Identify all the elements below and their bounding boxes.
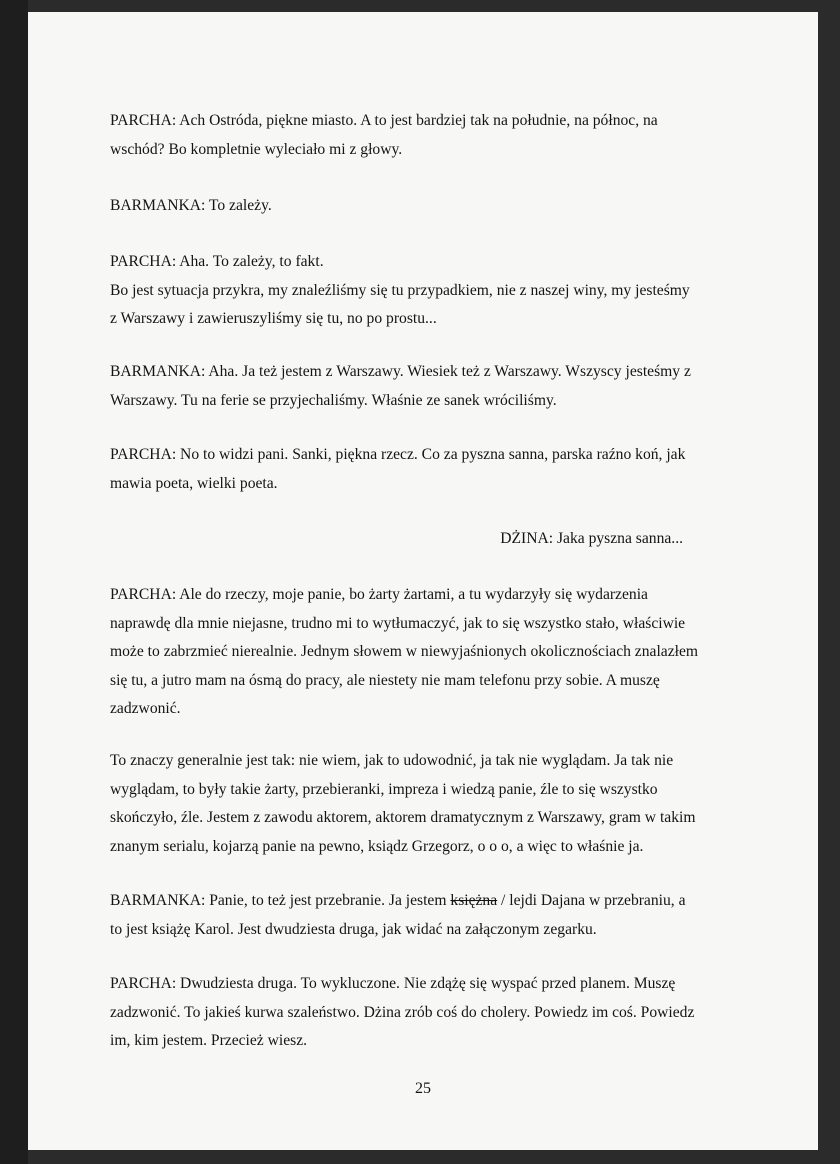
text-line: PARCHA: No to widzi pani. Sanki, piękna rzecz. Co za pyszna sanna, parska raźno koń, jak [110,446,686,463]
text-line: PARCHA: Aha. To zależy, to fakt. [110,253,324,270]
struck-through-word: księżna [450,892,498,909]
text-fragment: / lejdi Dajana w przebraniu, a [497,892,686,909]
text-line: może to zabrzmieć nierealnie. Jednym słowem w niewyjaśnionych okolicznościach znalazłem [110,643,699,660]
paragraph-parcha-4 [110,581,750,724]
paragraph-barmanka-3 [110,887,750,944]
text-line: skończyło, źle. Jestem z zawodu aktorem, aktorem dramatycznym z Warszawy, gram w takim [110,809,696,826]
document-page [28,12,818,1150]
paragraph-parcha-3 [110,441,750,498]
text-line: wyglądam, to były takie żarty, przebieranki, impreza i wiedzą panie, źle to się wszystko [110,780,658,798]
text-line: naprawdę dla mnie niejasne, trudno mi to wytłumaczyć, jak to się wszystko stało, właściwie [110,614,686,632]
text-line: BARMANKA: To zależy. [110,197,272,214]
text-line: z Warszawy i zawieruszyliśmy się tu, no po prostu... [110,310,437,327]
paragraph-parcha-1 [110,107,750,164]
text-line: zadzwonić. [110,700,181,717]
text-line: BARMANKA: Aha. Ja też jestem z Warszawy. Wiesiek też z Warszawy. Wszyscy jesteśmy z [110,363,691,380]
text-line: zadzwonić. To jakieś kurwa szaleństwo. Dżina zrób coś do cholery. Powiedz im coś. Powiedz [110,1003,695,1021]
text-line: wschód? Bo kompletnie wyleciało mi z głowy. [110,140,403,158]
paragraph-dzina-1 [110,525,683,554]
paragraph-barmanka-2 [110,358,750,415]
paragraph-parcha-6 [110,970,750,1056]
text-line: im, kim jestem. Przecież wiesz. [110,1032,308,1049]
binding-spine [0,0,28,1164]
text-line: To znaczy generalnie jest tak: nie wiem, jak to udowodnić, ja tak nie wyglądam. Ja tak nie [110,752,674,769]
paragraph-parcha-2 [110,248,750,334]
text-line: DŻINA: Jaka pyszna sanna... [500,530,683,547]
paragraph-parcha-5 [110,747,750,861]
text-line: Bo jest sytuacja przykra, my znaleźliśmy się tu przypadkiem, nie z naszej winy, my jesteśmy [110,281,690,299]
text-line: znanym serialu, kojarzą panie na pewno, ksiądz Grzegorz, o o o, a więc to właśnie ja. [110,837,644,855]
text-line: PARCHA: Ale do rzeczy, moje panie, bo żarty żartami, a tu wydarzyły się wydarzenia [110,586,648,603]
text-line: Warszawy. Tu na ferie se przyjechaliśmy. Właśnie ze sanek wróciliśmy. [110,391,557,409]
paragraph-barmanka-1 [110,192,750,221]
text-line: PARCHA: Dwudziesta druga. To wykluczone. Nie zdążę się wyspać przed planem. Muszę [110,975,676,992]
text-line: PARCHA: Ach Ostróda, piękne miasto. A to jest bardziej tak na południe, na północ, na [110,112,658,129]
text-line [110,887,750,916]
page-number: 25 [415,1080,431,1097]
text-line: to jest książę Karol. Jest dwudziesta druga, jak widać na załączonym zegarku. [110,920,597,938]
text-fragment: BARMANKA: Panie, to też jest przebranie. Ja jestem [110,892,451,909]
text-line: mawia poeta, wielki poeta. [110,474,278,492]
text-line: się tu, a jutro mam na ósmą do pracy, ale niestety nie mam telefonu przy sobie. A muszę [110,671,660,689]
